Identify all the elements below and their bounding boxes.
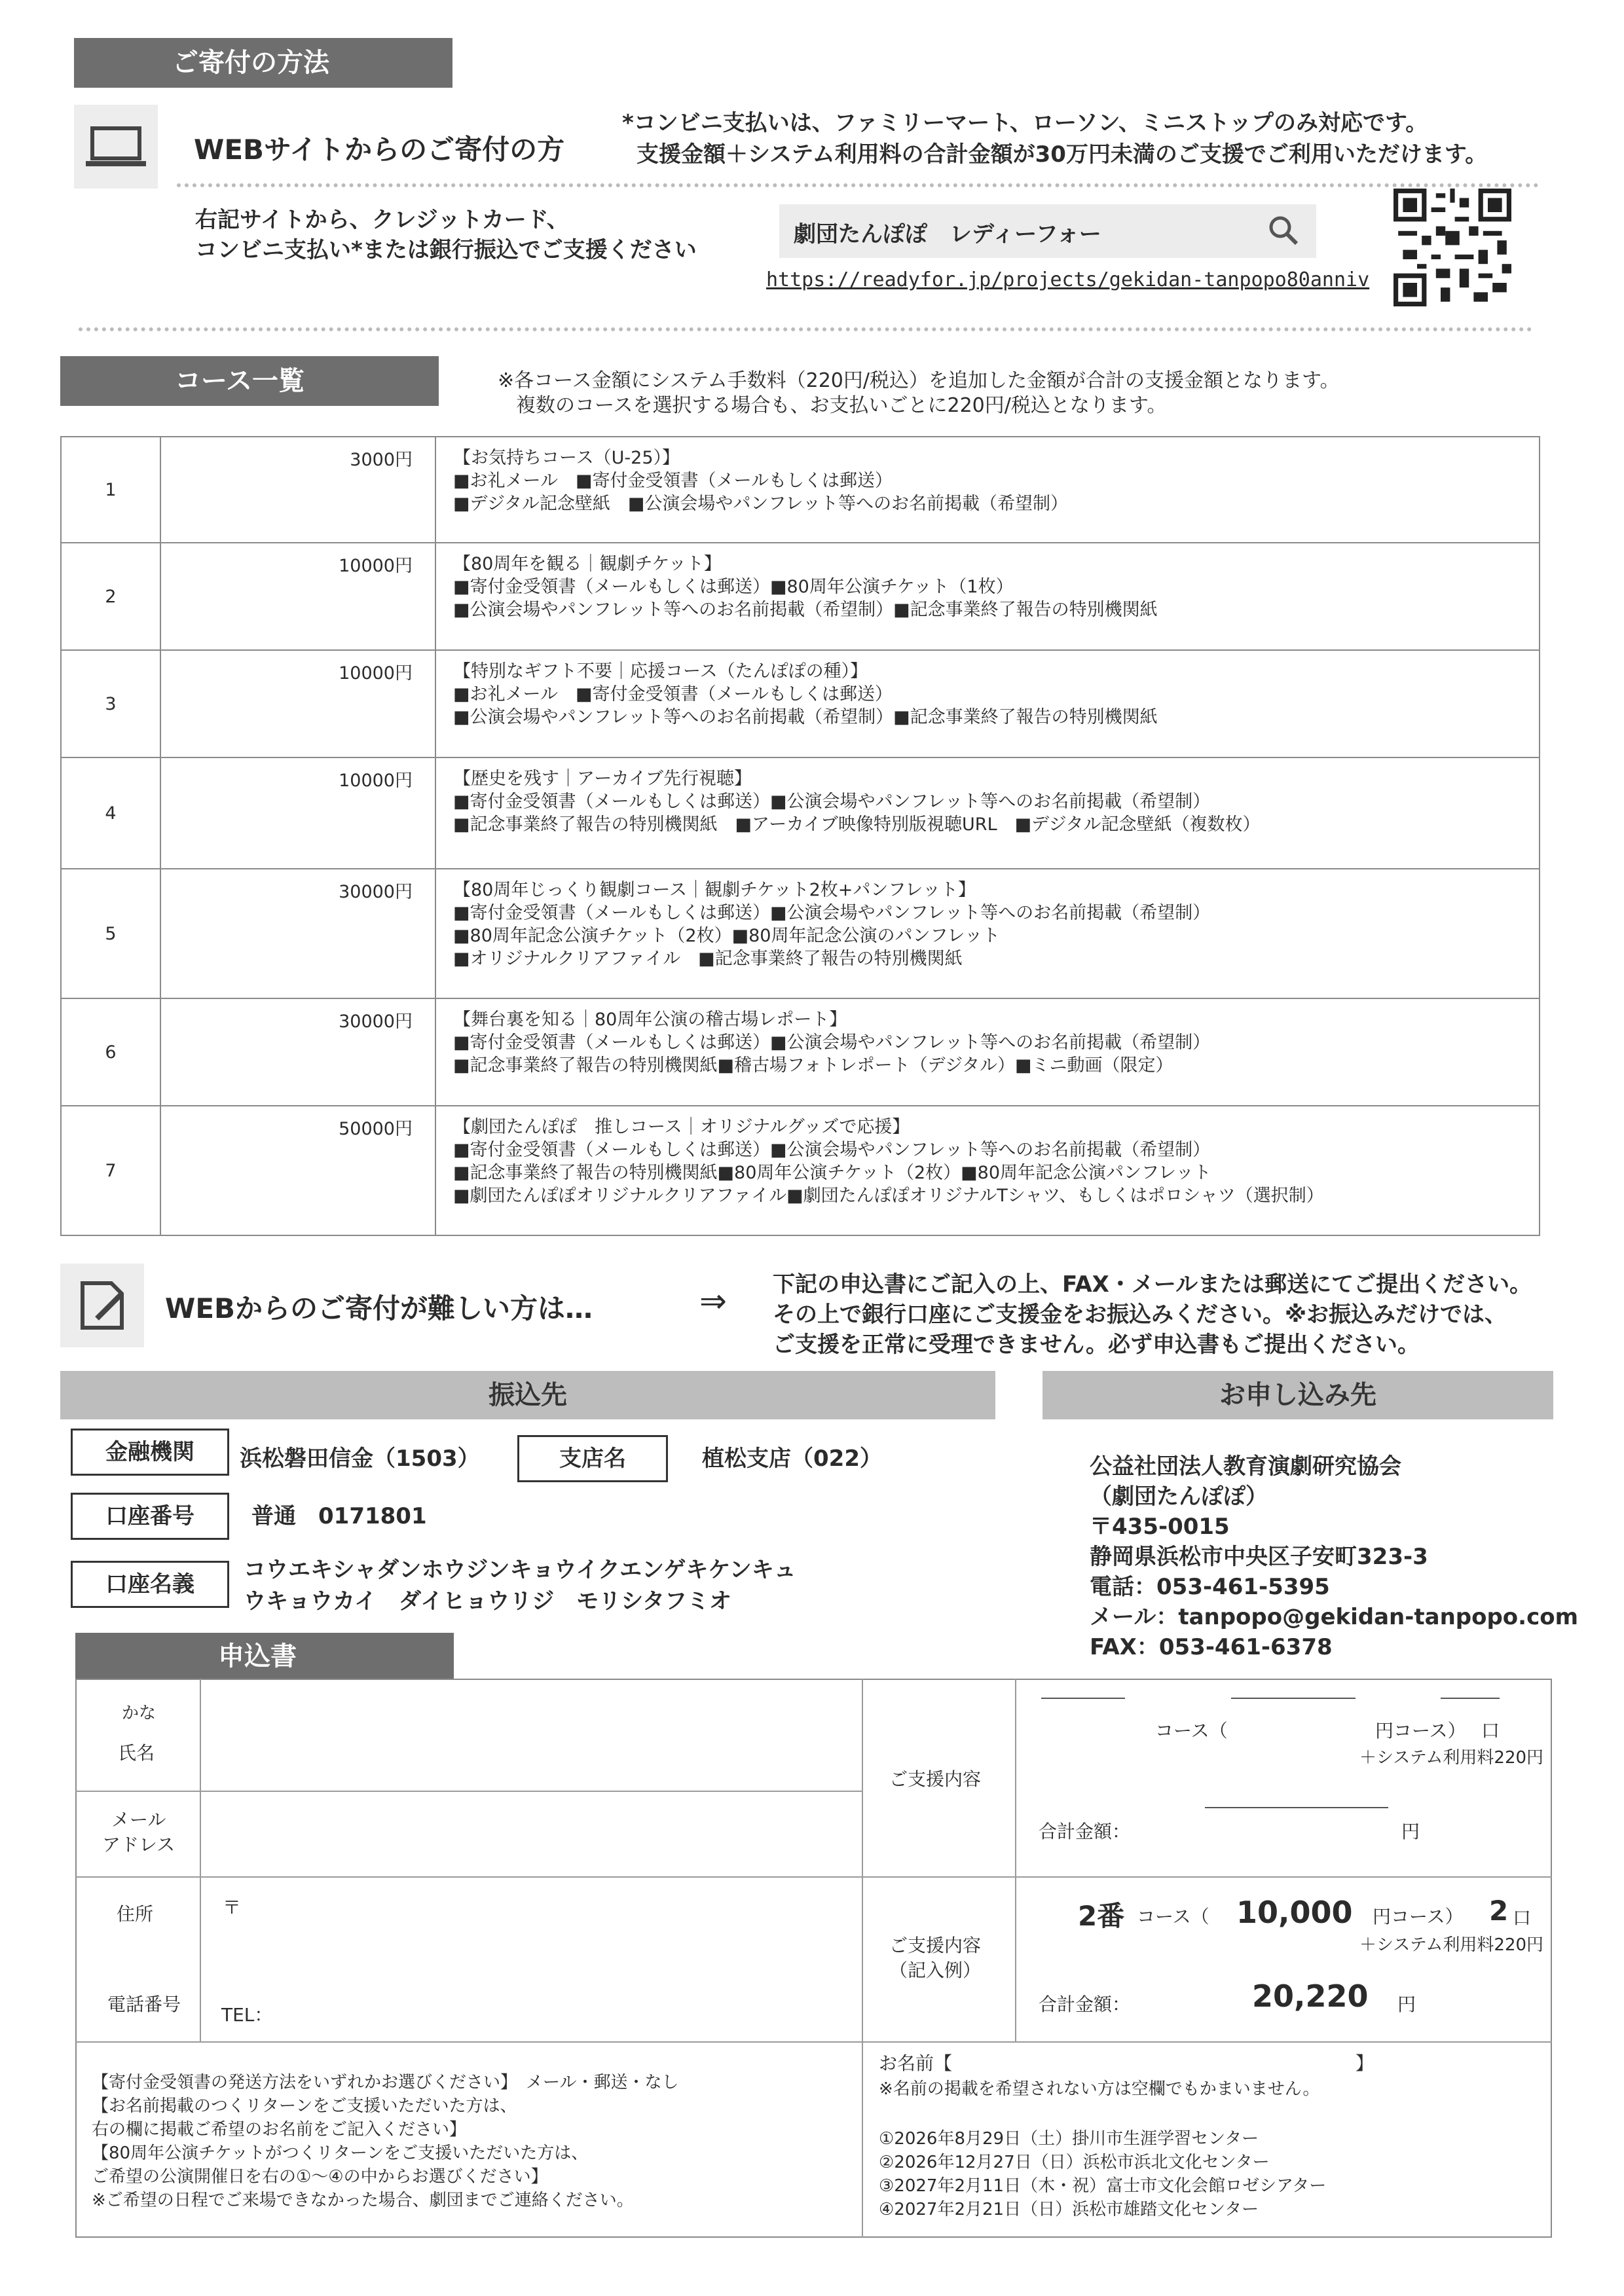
address-input[interactable] <box>249 1886 851 1971</box>
course-benefit: ■公演会場やパンフレット等へのお名前掲載（希望制）■記念事業終了報告の特別機関紙 <box>453 600 1158 620</box>
search-text: 劇団たんぽぽ レディーフォー <box>794 221 1101 247</box>
offline-desc-2: その上で銀行口座にご支援金をお振込みください。※お振込みだけでは、 <box>773 1302 1507 1328</box>
apply-org-1: 公益社団法人教育演劇研究協会 <box>1090 1453 1401 1480</box>
course-row <box>61 869 1540 998</box>
mail-label-2: アドレス <box>102 1834 175 1855</box>
course-price: 10000円 <box>160 543 435 650</box>
mail-input[interactable] <box>203 1794 858 1872</box>
support-input[interactable] <box>1041 1702 1500 1741</box>
course-number: 5 <box>61 869 160 998</box>
course-note-1: ※各コース金額にシステム手数料（220円/税込）を追加した金額が合計の支援金額となります。 <box>498 369 1340 392</box>
example-kuchi-num: 2 <box>1489 1895 1509 1927</box>
dotted-divider <box>177 183 1539 187</box>
form-divider-h1 <box>75 1791 863 1792</box>
transfer-heading: 振込先 <box>60 1371 995 1419</box>
name-input[interactable] <box>203 1683 858 1787</box>
holder-value-2: ウキョウカイ ダイヒョウリジ モリシタフミオ <box>244 1588 731 1614</box>
date-option-2[interactable]: ②2026年12月27日（日）浜松市浜北文化センター <box>879 2153 1270 2172</box>
web-instruction-1: 右記サイトから、クレジットカード、 <box>195 207 569 233</box>
date-option-1[interactable]: ①2026年8月29日（土）掛川市生涯学習センター <box>879 2129 1259 2149</box>
course-benefit: ■記念事業終了報告の特別機関紙■稽古場フォトレポート（デジタル）■ミニ動画（限定） <box>453 1055 1173 1076</box>
apply-heading: お申し込み先 <box>1043 1371 1553 1419</box>
conv-note-2: 支援金額＋システム利用料の合計金額が30万円未満のご支援でご利用いただけます。 <box>637 141 1488 168</box>
ticket-return-note-1: 【80周年公演チケットがつくリターンをご支援いただいた方は、 <box>92 2143 589 2163</box>
form-heading: 申込書 <box>218 1641 297 1671</box>
course-description <box>435 1106 1540 1235</box>
course-benefit: ■記念事業終了報告の特別機関紙■80周年公演チケット（2枚）■80周年記念公演パンフレット <box>453 1163 1211 1183</box>
course-description <box>435 869 1540 998</box>
course-description <box>435 437 1540 543</box>
web-title: WEBサイトからのご寄付の方 <box>194 134 565 166</box>
course-table <box>60 436 1540 1236</box>
mail-label-1: メール <box>111 1809 166 1831</box>
support-label: ご支援内容 <box>889 1768 982 1790</box>
zip-mark: 〒 <box>223 1897 242 1918</box>
qr-code <box>1393 189 1511 306</box>
sys-fee-label: ＋システム利用料220円 <box>1359 1748 1544 1768</box>
search-icon <box>1266 213 1301 247</box>
absence-note: ※ご希望の日程でご来場できなかった場合、劇団までご連絡ください。 <box>92 2191 634 2210</box>
course-row <box>61 437 1540 543</box>
example-course: コース（ <box>1137 1906 1209 1927</box>
apply-org-2: （劇団たんぽぽ） <box>1090 1484 1268 1510</box>
name-bracket-close: 】 <box>1356 2052 1375 2074</box>
offline-desc-3: ご支援を正常に受理できません。必ず申込書もご提出ください。 <box>773 1332 1420 1358</box>
course-price: 10000円 <box>160 757 435 869</box>
course-title: 【お気持ちコース（U-25）】 <box>453 448 680 468</box>
course-price: 10000円 <box>160 650 435 757</box>
name-label: 氏名 <box>118 1742 155 1764</box>
offline-title: WEBからのご寄付が難しい方は… <box>165 1292 593 1324</box>
course-number: 4 <box>61 757 160 869</box>
course-benefit: ■寄付金受領書（メールもしくは郵送）■公演会場やパンフレット等へのお名前掲載（希望制） <box>453 792 1211 812</box>
blank-line-no <box>1041 1698 1125 1699</box>
example-kuchi: 口 <box>1513 1907 1532 1929</box>
blank-line-total <box>1205 1807 1388 1808</box>
course-note-2: 複数のコースを選択する場合も、お支払いごとに220円/税込となります。 <box>516 394 1167 417</box>
example-label-1: ご支援内容 <box>889 1935 982 1956</box>
tel-label: TEL： <box>221 2004 273 2026</box>
course-row <box>61 650 1540 757</box>
bank-value: 浜松磐田信金（1503） <box>240 1446 480 1472</box>
address-label: 住所 <box>117 1903 154 1925</box>
course-number: 1 <box>61 437 160 543</box>
course-benefit: ■公演会場やパンフレット等へのお名前掲載（希望制）■記念事業終了報告の特別機関紙 <box>453 707 1158 727</box>
course-benefit: ■劇団たんぽぽオリジナルクリアファイル■劇団たんぽぽオリジナルTシャツ、もしくはポロシャツ（選択制） <box>453 1186 1324 1206</box>
branch-label: 支店名 <box>517 1435 668 1482</box>
kana-label: かな <box>122 1704 157 1723</box>
course-row <box>61 1106 1540 1235</box>
pen-icon-box <box>60 1264 144 1347</box>
course-number: 3 <box>61 650 160 757</box>
course-number: 7 <box>61 1106 160 1235</box>
course-row <box>61 757 1540 869</box>
course-price: 3000円 <box>160 437 435 543</box>
course-title: 【劇団たんぽぽ 推しコース｜オリジナルグッズで応援】 <box>453 1117 910 1137</box>
method-heading-bar <box>74 38 452 88</box>
form-divider-h2 <box>75 1876 1552 1878</box>
account-label: 口座番号 <box>71 1493 229 1540</box>
course-title: 【特別なギフト不要｜応援コース（たんぽぽの種）】 <box>453 661 868 682</box>
total-input[interactable] <box>1139 1811 1388 1844</box>
course-number: 6 <box>61 998 160 1106</box>
example-amount: 10,000 <box>1236 1895 1353 1930</box>
laptop-icon-box <box>74 105 158 189</box>
phone-input[interactable] <box>288 1990 851 2030</box>
course-title: 【歴史を残す｜アーカイブ先行視聴】 <box>453 769 752 789</box>
course-description <box>435 757 1540 869</box>
conv-note-1: *コンビニ支払いは、ファミリーマート、ローソン、ミニストップのみ対応です。 <box>622 110 1428 136</box>
course-description <box>435 543 1540 650</box>
course-number: 2 <box>61 543 160 650</box>
example-total: 20,220 <box>1252 1978 1369 2014</box>
course-label: コース（ <box>1155 1720 1228 1741</box>
pen-paper-icon <box>60 1264 144 1347</box>
course-price: 30000円 <box>160 869 435 998</box>
course-title: 【80周年を観る｜観劇チケット】 <box>453 554 722 574</box>
course-price: 30000円 <box>160 998 435 1106</box>
course-benefit: ■記念事業終了報告の特別機関紙 ■アーカイブ映像特別版視聴URL ■デジタル記念壁紙（複数枚） <box>453 814 1261 835</box>
example-sys-fee: ＋システム利用料220円 <box>1359 1935 1544 1955</box>
search-box[interactable] <box>779 204 1316 258</box>
offline-arrow: ⇒ <box>699 1282 727 1320</box>
course-benefit: ■お礼メール ■寄付金受領書（メールもしくは郵送） <box>453 684 893 704</box>
course-description <box>435 998 1540 1106</box>
receipt-method: 【寄付金受領書の発送方法をいずれかお選びください】 メール・郵送・なし <box>92 2073 679 2092</box>
course-row <box>61 543 1540 650</box>
name-return-note-1: 【お名前掲載のつくリターンをご支援いただいた方は、 <box>92 2096 517 2116</box>
method-heading: ご寄付の方法 <box>172 48 329 78</box>
project-url[interactable]: https://readyfor.jp/projects/gekidan-tanpopo80anniv <box>766 268 1370 291</box>
form-divider-v3 <box>1015 1679 1016 2041</box>
web-instruction-2: コンビニ支払い*または銀行振込でご支援ください <box>195 237 697 263</box>
holder-label: 口座名義 <box>71 1561 229 1608</box>
blank-line-kuchi <box>1441 1698 1500 1699</box>
name-bracket-open: お名前【 <box>879 2052 953 2074</box>
example-yen-course: 円コース） <box>1373 1906 1464 1927</box>
course-benefit: ■オリジナルクリアファイル ■記念事業終了報告の特別機関紙 <box>453 949 963 969</box>
publish-name-input[interactable] <box>963 2047 1349 2073</box>
example-no: 2番 <box>1078 1900 1125 1932</box>
offline-desc-1: 下記の申込書にご記入の上、FAX・メールまたは郵送にてご提出ください。 <box>773 1271 1532 1298</box>
holder-value-1: コウエキシャダンホウジンキョウイクエンゲキケンキュ <box>244 1557 796 1583</box>
total-label: 合計金額： <box>1039 1821 1131 1842</box>
apply-tel: 電話：053-461-5395 <box>1090 1574 1330 1600</box>
name-optional-note: ※名前の掲載を希望されない方は空欄でもかまいません。 <box>879 2079 1320 2099</box>
name-return-note-2: 右の欄に掲載ご希望のお名前をご記入ください】 <box>92 2120 467 2140</box>
example-yen: 円 <box>1397 1994 1416 2015</box>
course-title: 【舞台裏を知る｜80周年公演の稽古場レポート】 <box>453 1010 847 1030</box>
account-value: 普通 0171801 <box>251 1503 427 1529</box>
dotted-divider-2 <box>79 327 1532 331</box>
course-benefit: ■寄付金受領書（メールもしくは郵送）■公演会場やパンフレット等へのお名前掲載（希望制） <box>453 1032 1211 1053</box>
course-heading: コース一覧 <box>175 366 304 396</box>
example-label-2: （記入例） <box>889 1959 982 1981</box>
course-benefit: ■80周年記念公演チケット（2枚）■80周年記念公演のパンフレット <box>453 926 1001 946</box>
course-benefit: ■デジタル記念壁紙 ■公演会場やパンフレット等へのお名前掲載（希望制） <box>453 494 1069 514</box>
course-price: 50000円 <box>160 1106 435 1235</box>
kuchi-label: 口 <box>1481 1720 1500 1741</box>
apply-fax: FAX：053-461-6378 <box>1090 1634 1333 1660</box>
branch-value: 植松支店（022） <box>702 1446 882 1472</box>
course-heading-bar <box>60 356 439 406</box>
apply-zip: 〒435-0015 <box>1090 1514 1230 1540</box>
course-benefit: ■お礼メール ■寄付金受領書（メールもしくは郵送） <box>453 471 893 491</box>
ticket-return-note-2: ご希望の公演開催日を右の①～④の中からお選びください】 <box>92 2167 548 2187</box>
form-divider-v1 <box>200 1679 201 2041</box>
course-benefit: ■寄付金受領書（メールもしくは郵送）■公演会場やパンフレット等へのお名前掲載（希望制） <box>453 903 1211 923</box>
date-option-4[interactable]: ④2027年2月21日（日）浜松市雄踏文化センター <box>879 2200 1259 2219</box>
course-description <box>435 650 1540 757</box>
blank-line-amount <box>1231 1698 1356 1699</box>
course-benefit: ■寄付金受領書（メールもしくは郵送）■公演会場やパンフレット等へのお名前掲載（希望制） <box>453 1140 1211 1160</box>
course-benefit: ■寄付金受領書（メールもしくは郵送）■80周年公演チケット（1枚） <box>453 577 1014 597</box>
phone-label: 電話番号 <box>107 1994 181 2015</box>
form-divider-h3 <box>75 2041 1552 2043</box>
course-title: 【80周年じっくり観劇コース｜観劇チケット2枚+パンフレット】 <box>453 880 976 900</box>
laptop-icon <box>74 105 158 189</box>
example-total-label: 合計金額： <box>1039 1994 1131 2015</box>
yen-course-label: 円コース） <box>1375 1720 1466 1741</box>
date-option-3[interactable]: ③2027年2月11日（木・祝）富士市文化会館ロゼシアター <box>879 2176 1327 2196</box>
bank-label: 金融機関 <box>71 1429 229 1476</box>
course-row <box>61 998 1540 1106</box>
apply-mail[interactable]: メール：tanpopo@gekidan-tanpopo.com <box>1090 1604 1579 1630</box>
total-yen: 円 <box>1401 1821 1420 1842</box>
form-divider-v2 <box>862 1679 863 2238</box>
form-heading-bar <box>75 1633 454 1680</box>
apply-address: 静岡県浜松市中央区子安町323-3 <box>1090 1544 1428 1570</box>
